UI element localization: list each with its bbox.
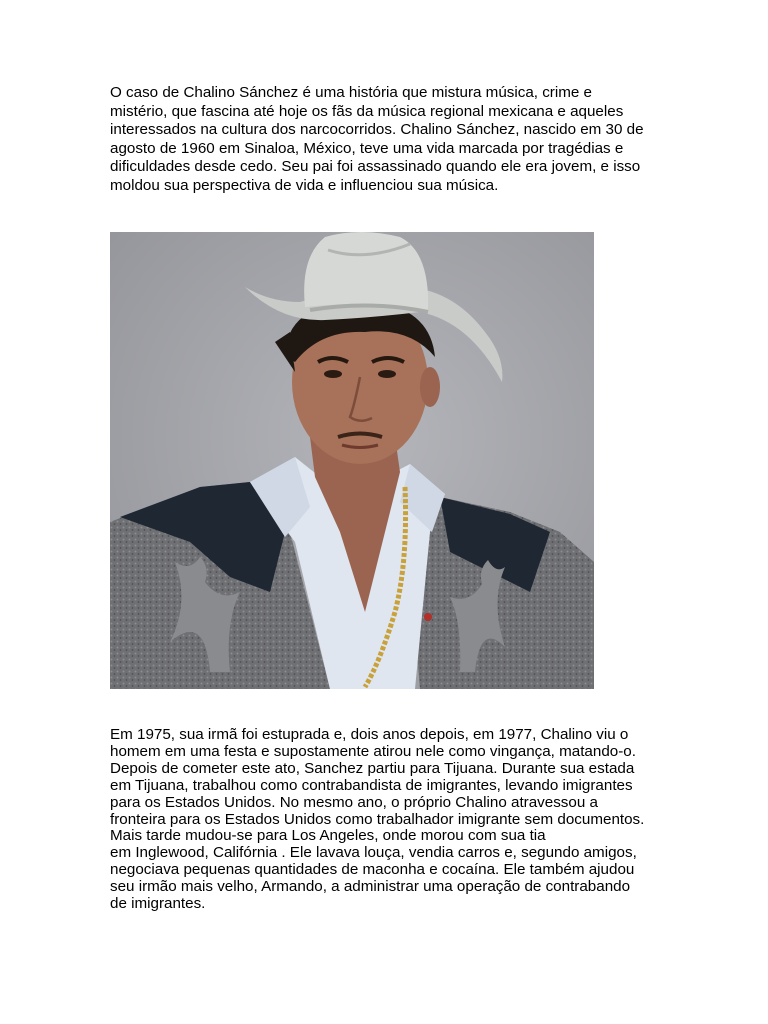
text-line: em Tijuana, trabalhou como contrabandista de imigrantes, levando imigrantes xyxy=(110,776,633,794)
paragraph-intro xyxy=(110,84,670,196)
text-line: agosto de 1960 em Sinaloa, México, teve uma vida marcada por tragédias e xyxy=(110,139,624,157)
text-line: Em 1975, sua irmã foi estuprada e, dois anos depois, em 1977, Chalino viu o xyxy=(110,726,629,743)
text-line: O caso de Chalino Sánchez é uma história que mistura música, crime e xyxy=(110,84,593,101)
portrait-photo xyxy=(110,232,594,689)
text-line: homem em uma festa e supostamente atirou nele como vingança, matando-o. xyxy=(110,742,636,760)
paragraph-biography xyxy=(110,727,670,913)
text-line: fronteira para os Estados Unidos como trabalhador imigrante sem documentos. xyxy=(110,810,645,828)
lapel-pin xyxy=(424,613,432,621)
ear xyxy=(420,367,440,407)
eye-left xyxy=(324,370,342,378)
text-line: dificuldades desde cedo. Seu pai foi assassinado quando ele era jovem, e isso xyxy=(110,158,641,176)
text-line: interessados na cultura dos narcocorridos. Chalino Sánchez, nascido em 30 de xyxy=(110,121,644,139)
portrait-illustration xyxy=(110,232,594,689)
text-line: negociava pequenas quantidades de maconha e cocaína. Ele também ajudou xyxy=(110,861,635,879)
text-line: mistério, que fascina até hoje os fãs da música regional mexicana e aqueles xyxy=(110,102,624,120)
eye-right xyxy=(378,370,396,378)
text-line: de imigrantes. xyxy=(110,895,206,913)
text-line: Depois de cometer este ato, Sanchez partiu para Tijuana. Durante sua estada xyxy=(110,759,635,777)
text-line: Mais tarde mudou-se para Los Angeles, onde morou com sua tia xyxy=(110,827,546,845)
text-line: seu irmão mais velho, Armando, a administrar uma operação de contrabando xyxy=(110,878,631,896)
text-line: moldou sua perspectiva de vida e influenciou sua música. xyxy=(110,176,499,194)
text-line: para os Estados Unidos. No mesmo ano, o próprio Chalino atravessou a xyxy=(110,793,598,811)
text-line: em Inglewood, Califórnia . Ele lavava louça, vendia carros e, segundo amigos, xyxy=(110,844,637,862)
